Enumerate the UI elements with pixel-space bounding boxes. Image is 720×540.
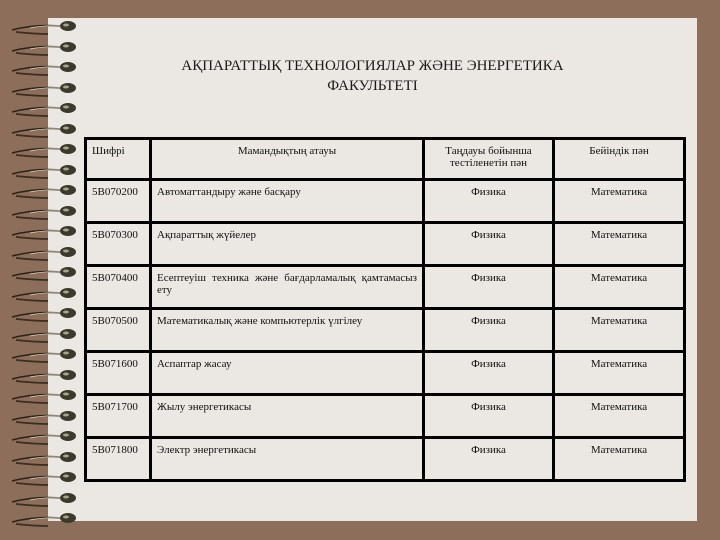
binding-ring-icon xyxy=(10,143,80,159)
header-profile-subject: Бейіндік пән xyxy=(554,139,685,180)
cell-specialty: Автоматтандыру және басқару xyxy=(151,180,424,223)
cell-profile-subject: Математика xyxy=(554,266,685,309)
table-row xyxy=(86,352,685,395)
cell-elective-subject: Физика xyxy=(424,223,554,266)
header-code: Шифрі xyxy=(86,139,151,180)
table-row xyxy=(86,309,685,352)
table-row xyxy=(86,395,685,438)
binding-ring-icon xyxy=(10,102,80,118)
cell-specialty: Математикалық және компьютерлік үлгілеу xyxy=(151,309,424,352)
binding-ring-icon xyxy=(10,348,80,364)
cell-elective-subject: Физика xyxy=(424,266,554,309)
cell-code: 5В071800 xyxy=(86,438,151,481)
binding-ring-icon xyxy=(10,307,80,323)
cell-code: 5В070300 xyxy=(86,223,151,266)
cell-code: 5В070500 xyxy=(86,309,151,352)
table-row xyxy=(86,180,685,223)
binding-ring-icon xyxy=(10,205,80,221)
cell-specialty: Есептеуіш техника және бағдарламалық қамтамасыз ету xyxy=(151,266,424,309)
cell-profile-subject: Математика xyxy=(554,309,685,352)
specialties-table xyxy=(84,137,686,482)
cell-code: 5В071600 xyxy=(86,352,151,395)
header-elective-subject: Таңдауы бойынша тестіленетін пән xyxy=(424,139,554,180)
binding-ring-icon xyxy=(10,287,80,303)
binding-ring-icon xyxy=(10,184,80,200)
binding-ring-icon xyxy=(10,164,80,180)
cell-specialty: Ақпараттық жүйелер xyxy=(151,223,424,266)
binding-ring-icon xyxy=(10,225,80,241)
cell-elective-subject: Физика xyxy=(424,395,554,438)
cell-elective-subject: Физика xyxy=(424,180,554,223)
binding-ring-icon xyxy=(10,410,80,426)
cell-specialty: Жылу энергетикасы xyxy=(151,395,424,438)
cell-elective-subject: Физика xyxy=(424,438,554,481)
cell-code: 5В071700 xyxy=(86,395,151,438)
cell-elective-subject: Физика xyxy=(424,309,554,352)
cell-code: 5В070400 xyxy=(86,266,151,309)
cell-profile-subject: Математика xyxy=(554,438,685,481)
binding-ring-icon xyxy=(10,369,80,385)
binding-ring-icon xyxy=(10,20,80,36)
header-specialty: Мамандықтың атауы xyxy=(151,139,424,180)
cell-profile-subject: Математика xyxy=(554,395,685,438)
binding-ring-icon xyxy=(10,389,80,405)
title-line-2: ФАКУЛЬТЕТІ xyxy=(327,78,418,94)
title-line-1: АҚПАРАТТЫҚ ТЕХНОЛОГИЯЛАР ЖӘНЕ ЭНЕРГЕТИКА xyxy=(181,58,564,74)
cell-profile-subject: Математика xyxy=(554,223,685,266)
binding-ring-icon xyxy=(10,41,80,57)
table-header-row xyxy=(86,139,685,180)
binding-ring-icon xyxy=(10,512,80,528)
binding-ring-icon xyxy=(10,492,80,508)
binding-ring-icon xyxy=(10,328,80,344)
binding-ring-icon xyxy=(10,451,80,467)
binding-ring-icon xyxy=(10,430,80,446)
cell-profile-subject: Математика xyxy=(554,352,685,395)
table-row xyxy=(86,223,685,266)
table-row xyxy=(86,438,685,481)
binding-ring-icon xyxy=(10,471,80,487)
binding-ring-icon xyxy=(10,246,80,262)
cell-elective-subject: Физика xyxy=(424,352,554,395)
table-row xyxy=(86,266,685,309)
cell-specialty: Электр энергетикасы xyxy=(151,438,424,481)
cell-code: 5В070200 xyxy=(86,180,151,223)
page-title xyxy=(48,56,697,96)
cell-specialty: Аспаптар жасау xyxy=(151,352,424,395)
cell-profile-subject: Математика xyxy=(554,180,685,223)
binding-ring-icon xyxy=(10,266,80,282)
binding-ring-icon xyxy=(10,123,80,139)
